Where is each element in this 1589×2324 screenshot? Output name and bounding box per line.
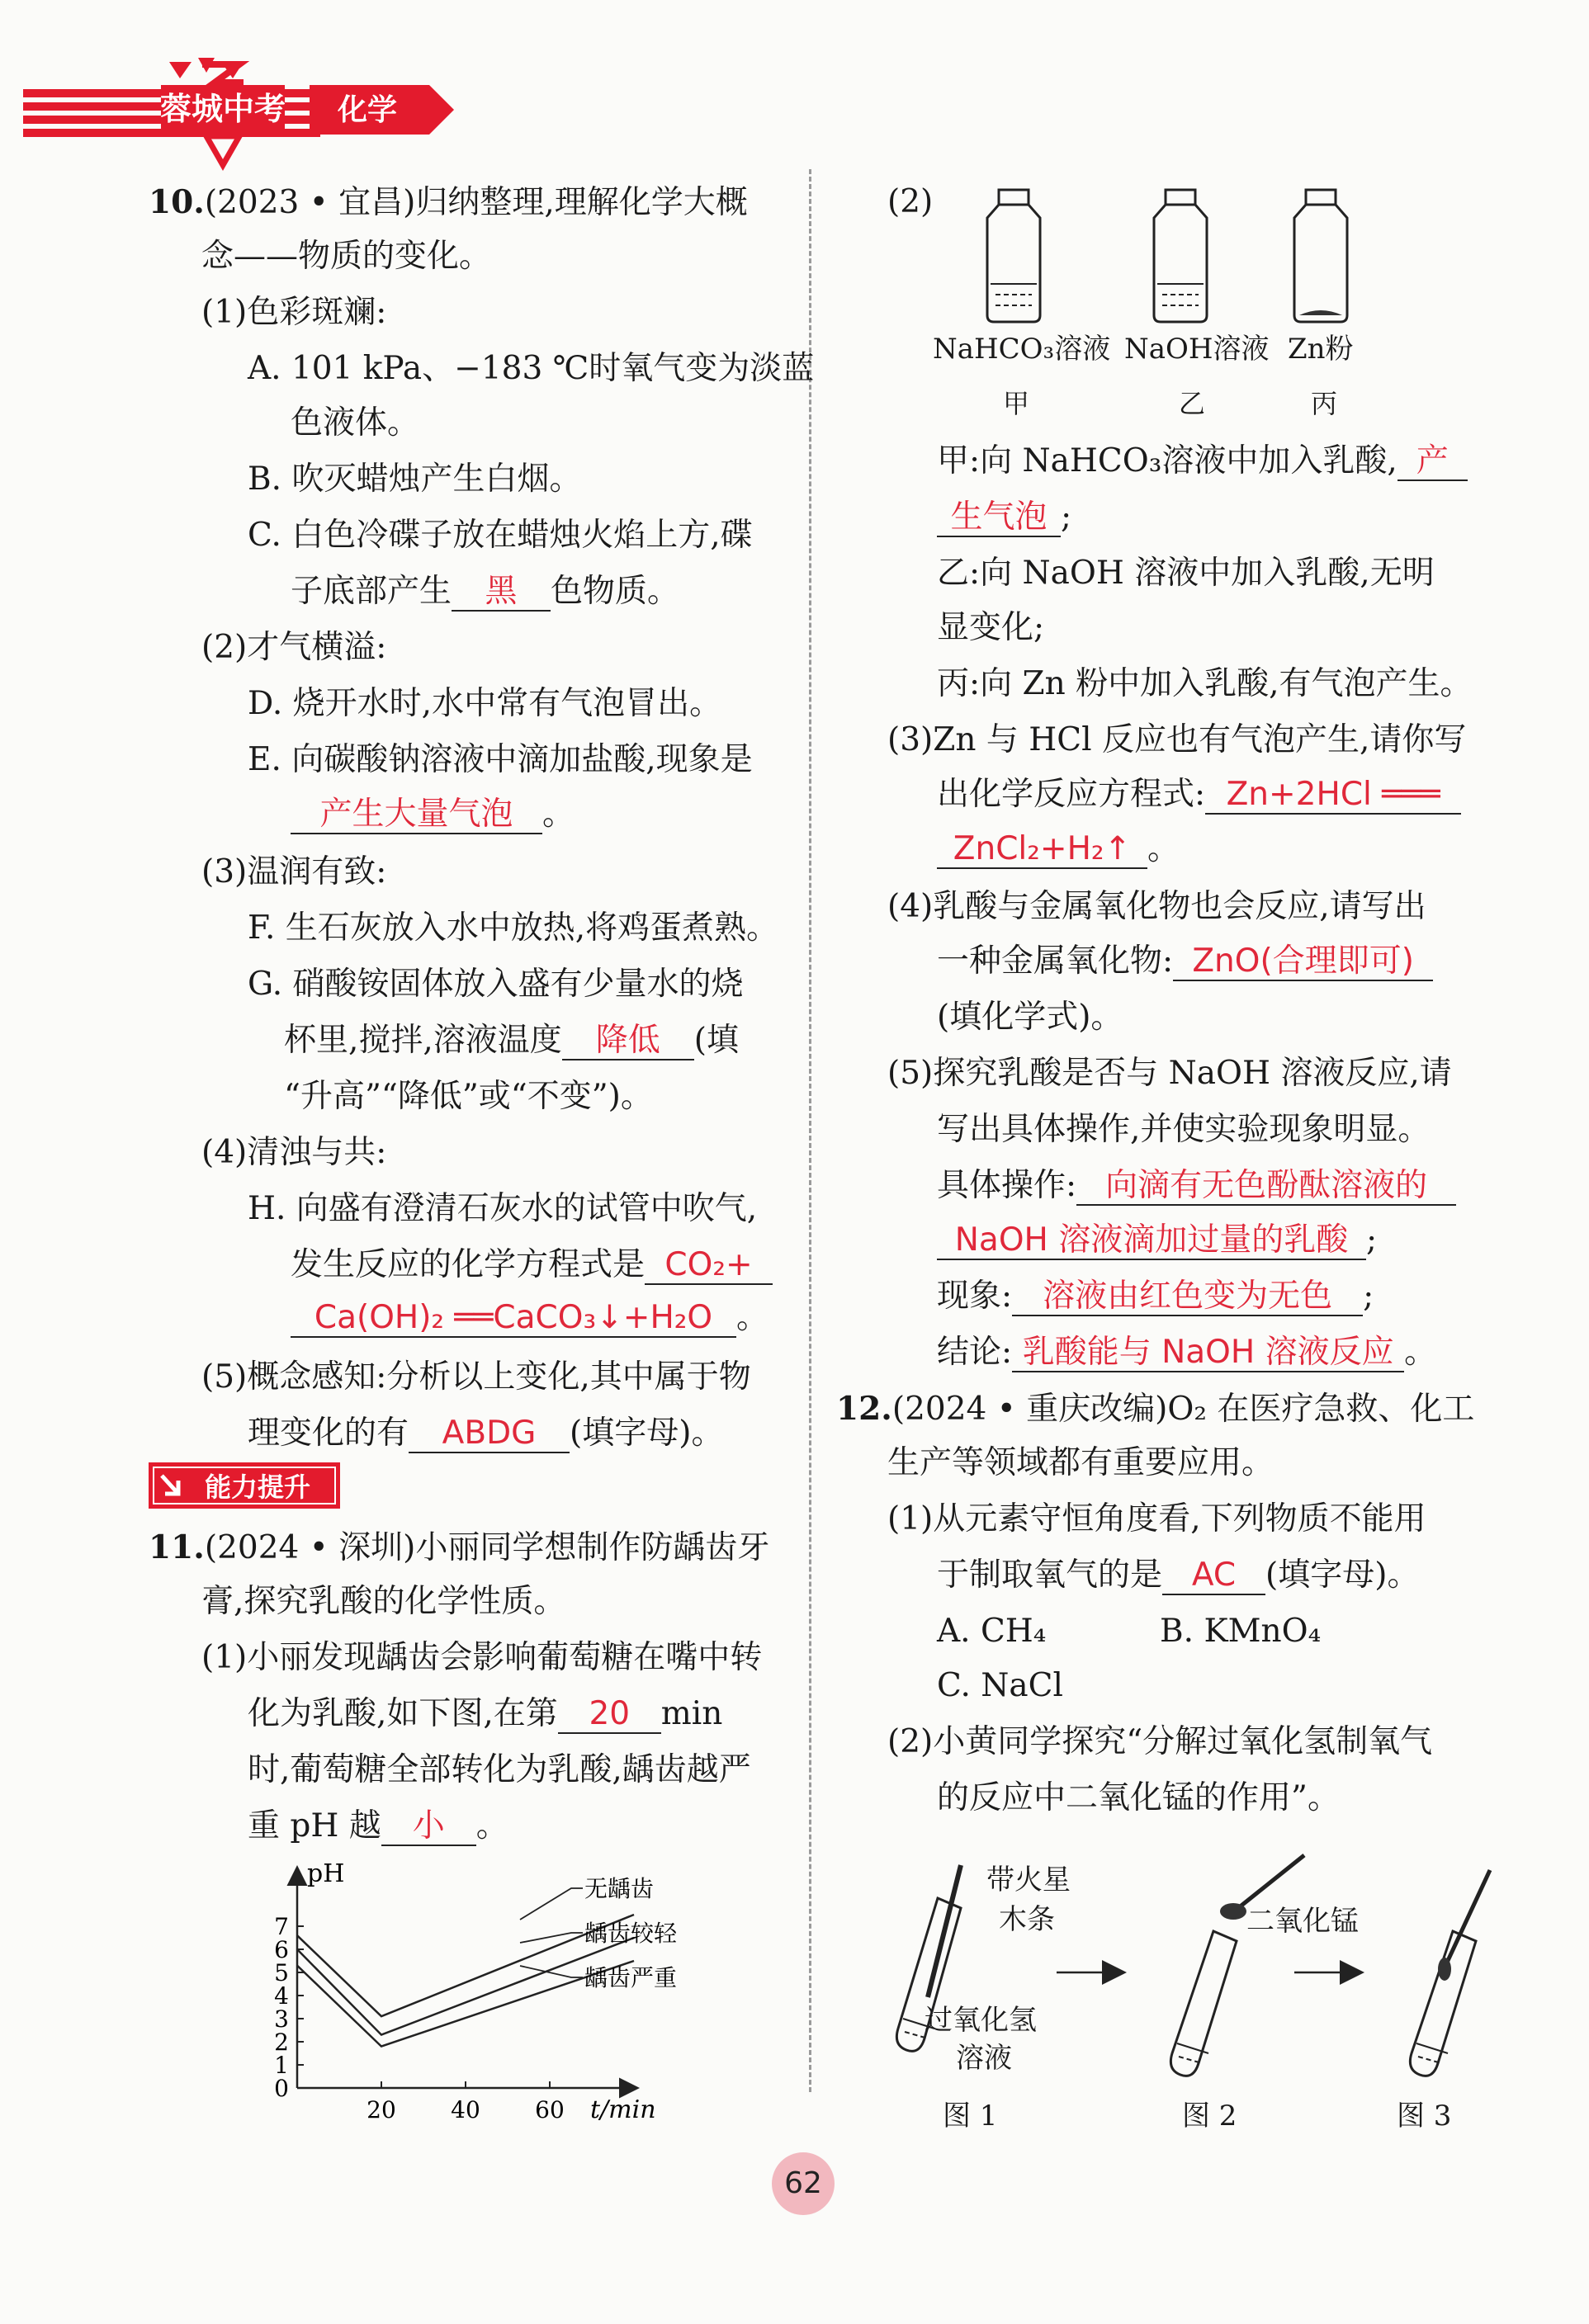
answer-operation-1: 向滴有无色酚酞溶液的 (1076, 1168, 1456, 1206)
q10-option-g-2: 杯里,搅拌,溶液温度 降低 (填 (284, 1022, 740, 1059)
q12-option-b: B. KMnO₄ (1160, 1613, 1322, 1650)
answer-time: 20 (558, 1696, 661, 1734)
q11-conclusion: 结论: 乳酸能与 NaOH 溶液反应 。 (937, 1334, 1437, 1371)
q10-option-g-1: G. 硝酸铵固体放入盛有少量水的烧 (248, 966, 744, 1003)
q12-option-a: A. CH₄ (937, 1613, 1047, 1650)
q11-part1-3: 时,葡萄糖全部转化为乳酸,龋齿越严 (248, 1751, 751, 1788)
answer-eq-2: ZnCl₂+H₂↑ (937, 831, 1147, 869)
answer-phenomenon: 溶液由红色变为无色 (1012, 1278, 1363, 1316)
q10-part5-2: 理变化的有 ABDG (填字母)。 (248, 1415, 724, 1452)
mno2-powder (1220, 1903, 1246, 1920)
q11-part4-3: (填化学式)。 (937, 999, 1123, 1036)
label-naoh: NaOH溶液 (1124, 333, 1270, 366)
y-tick-label: 1 (274, 2052, 289, 2079)
q10-option-f: F. 生石灰放入水中放热,将鸡蛋煮熟。 (248, 909, 779, 947)
q11-phenomenon: 现象: 溶液由红色变为无色 ; (937, 1278, 1374, 1315)
q10-option-h-1: H. 向盛有澄清石灰水的试管中吹气, (248, 1190, 758, 1227)
q11-operation-2: NaOH 溶液滴加过量的乳酸 ; (937, 1221, 1377, 1260)
label-nahco3: NaHCO₃溶液 (933, 333, 1111, 366)
x-tick-label: 60 (535, 2096, 565, 2123)
test-tube-2 (1170, 1855, 1304, 2076)
q11-part1-4: 重 pH 越 小 。 (248, 1807, 508, 1845)
series-line-3 (297, 1961, 634, 2047)
q11-stem-1: 11.(2024 • 深圳)小丽同学想制作防龋齿牙 (149, 1528, 770, 1566)
legend-leader (520, 1888, 583, 1920)
q11-part5-1: (5)探究乳酸是否与 NaOH 溶液反应,请 (887, 1055, 1452, 1092)
label-zn: Zn粉 (1288, 333, 1354, 366)
answer-e: 产生大量气泡 (291, 796, 542, 834)
label-h2o2-1: 过氧化氢 (925, 2004, 1037, 2037)
q11-operation-1: 具体操作: 向滴有无色酚酞溶液的 (937, 1167, 1456, 1206)
q10-option-e-1: E. 向碳酸钠溶液中滴加盐酸,现象是 (248, 741, 753, 778)
answer-c: 黑 (452, 574, 551, 612)
caption-fig2: 图 2 (1182, 2100, 1237, 2133)
y-tick-label: 7 (274, 1913, 289, 1940)
test-tube-3 (1410, 1870, 1490, 2076)
q10-option-h-2: 发生反应的化学方程式是 CO₂+ (291, 1246, 773, 1285)
tag-bing: 丙 (1311, 388, 1338, 419)
label-h2o2-2: 溶液 (956, 2042, 1012, 2075)
series-label-2: 龋齿较轻 (584, 1920, 678, 1947)
q10-part5-1: (5)概念感知:分析以上变化,其中属于物 (201, 1358, 751, 1396)
y-tick-label: 4 (274, 1982, 289, 2010)
q12-option-c: C. NaCl (937, 1667, 1063, 1704)
page-number: 62 (772, 2152, 835, 2215)
q11-part1-1: (1)小丽发现龋齿会影响葡萄糖在嘴中转 (201, 1639, 763, 1676)
q11-part5-2: 写出具体操作,并使实验现象明显。 (937, 1111, 1431, 1148)
q12-stem-2: 生产等领域都有重要应用。 (887, 1444, 1275, 1481)
answer-operation-2: NaOH 溶液滴加过量的乳酸 (937, 1222, 1366, 1260)
q11-part1-2: 化为乳酸,如下图,在第 20 min (248, 1695, 723, 1732)
q10-option-g-3: “升高”“降低”或“不变”)。 (284, 1078, 653, 1115)
q12-stem-1: 12.(2024 • 重庆改编)O₂ 在医疗急救、化工 (836, 1390, 1475, 1428)
page-header (0, 0, 1589, 190)
x-axis-label: t/min (590, 2095, 656, 2124)
answer-jia-1: 产 (1397, 443, 1468, 481)
series-label-1: 无龋齿 (584, 1875, 655, 1902)
answer-g: 降低 (562, 1023, 694, 1060)
q11-bing: 丙:向 Zn 粉中加入乳酸,有气泡产生。 (937, 665, 1473, 702)
y-tick-label: 0 (274, 2075, 289, 2102)
q11-part3-1: (3)Zn 与 HCl 反应也有气泡产生,请你写 (887, 721, 1467, 758)
spoon-3 (1438, 1958, 1451, 1981)
q10-option-h-3: Ca(OH)₂ ══CaCO₃↓+H₂O 。 (291, 1299, 768, 1338)
brand-text: 蓉城中考 (159, 90, 286, 127)
q11-part4-1: (4)乳酸与金属氧化物也会反应,请写出 (887, 888, 1426, 925)
label-splint-2: 木条 (999, 1903, 1055, 1936)
q12-part1-1: (1)从元素守恒角度看,下列物质不能用 (887, 1500, 1426, 1538)
q10-stem-1: 10.(2023 • 宜昌)归纳整理,理解化学大概 (149, 183, 748, 221)
q10-part3: (3)温润有致: (201, 853, 387, 890)
ph-chart (248, 1857, 759, 2137)
q10-option-e-2: 产生大量气泡 。 (291, 796, 575, 834)
y-tick-label: 3 (274, 2005, 289, 2033)
q11-part4-2: 一种金属氧化物: ZnO(合理即可) (937, 942, 1433, 981)
q10-option-c-2: 子底部产生 黑 色物质。 (291, 573, 680, 610)
answer-h-2: Ca(OH)₂ ══CaCO₃↓+H₂O (291, 1300, 736, 1338)
label-mno2: 二氧化锰 (1246, 1905, 1359, 1938)
q12-part2-1: (2)小黄同学探究“分解过氧化氢制氧气 (887, 1723, 1433, 1760)
q11-yi-2: 显变化; (937, 609, 1045, 646)
y-axis-label: pH (307, 1859, 345, 1888)
q10-part1: (1)色彩斑斓: (201, 294, 387, 331)
answer-oxide: ZnO(合理即可) (1173, 943, 1433, 981)
q12-part1-2: 于制取氧气的是 AC (填字母)。 (937, 1556, 1420, 1594)
q11-part3-2: 出化学反应方程式: Zn+2HCl ═══ (937, 776, 1461, 815)
badge-label: 能力提升 (204, 1471, 311, 1503)
x-tick-label: 40 (451, 2096, 480, 2123)
q10-option-d: D. 烧开水时,水中常有气泡冒出。 (248, 685, 722, 722)
subject-label: 化学 (337, 92, 398, 127)
section-badge (149, 1461, 343, 1510)
legend-leader (520, 1933, 583, 1943)
answer-p5: ABDG (409, 1415, 570, 1453)
q11-part3-3: ZnCl₂+H₂↑ 。 (937, 830, 1180, 869)
bottle-bing (1294, 190, 1347, 322)
q10-part2: (2)才气横溢: (201, 629, 387, 666)
answer-conclusion: 乳酸能与 NaOH 溶液反应 (1012, 1334, 1404, 1372)
splint (928, 1865, 961, 1997)
answer-eq-1: Zn+2HCl ═══ (1205, 777, 1461, 815)
caption-fig1: 图 1 (943, 2100, 998, 2133)
y-tick-label: 5 (274, 1959, 289, 1986)
q11-jia-2: 生气泡 ; (937, 498, 1071, 537)
q10-option-b: B. 吹灭蜡烛产生白烟。 (248, 461, 582, 498)
answer-q12-1: AC (1162, 1557, 1265, 1595)
q10-part4: (4)清浊与共: (201, 1134, 387, 1171)
zinc-powder (1299, 310, 1342, 315)
y-tick-label: 6 (274, 1936, 289, 1963)
label-splint-1: 带火星 (986, 1863, 1071, 1897)
q11-stem-2: 膏,探究乳酸的化学性质。 (201, 1583, 566, 1620)
q11-part2: (2) (887, 183, 934, 220)
q11-yi-1: 乙:向 NaOH 溶液中加入乳酸,无明 (937, 555, 1435, 592)
legend-leader (520, 1966, 583, 1977)
series-line-2 (297, 1938, 634, 2035)
tag-jia: 甲 (1003, 388, 1030, 419)
answer-ph: 小 (381, 1808, 476, 1846)
series-label-3: 龋齿严重 (584, 1964, 678, 1991)
bottle-jia (987, 190, 1040, 322)
tag-yi: 乙 (1179, 388, 1206, 419)
q12-part2-2: 的反应中二氧化锰的作用”。 (937, 1779, 1340, 1816)
q10-option-c-1: C. 白色冷碟子放在蜡烛火焰上方,碟 (248, 517, 753, 554)
q11-jia-1: 甲:向 NaHCO₃溶液中加入乳酸, 产 (937, 442, 1468, 481)
answer-h-1: CO₂+ (645, 1247, 773, 1285)
y-tick-label: 2 (274, 2029, 289, 2056)
column-divider (809, 169, 811, 2092)
caption-fig3: 图 3 (1397, 2100, 1452, 2133)
q10-option-a-1: A. 101 kPa、−183 ℃时氧气变为淡蓝 (248, 350, 815, 387)
q10-stem-2: 念——物质的变化。 (201, 238, 492, 275)
q10-option-a-2: 色液体。 (291, 404, 420, 442)
x-tick-label: 20 (367, 2096, 396, 2123)
answer-jia-2: 生气泡 (937, 499, 1061, 537)
bottle-yi (1154, 190, 1207, 322)
